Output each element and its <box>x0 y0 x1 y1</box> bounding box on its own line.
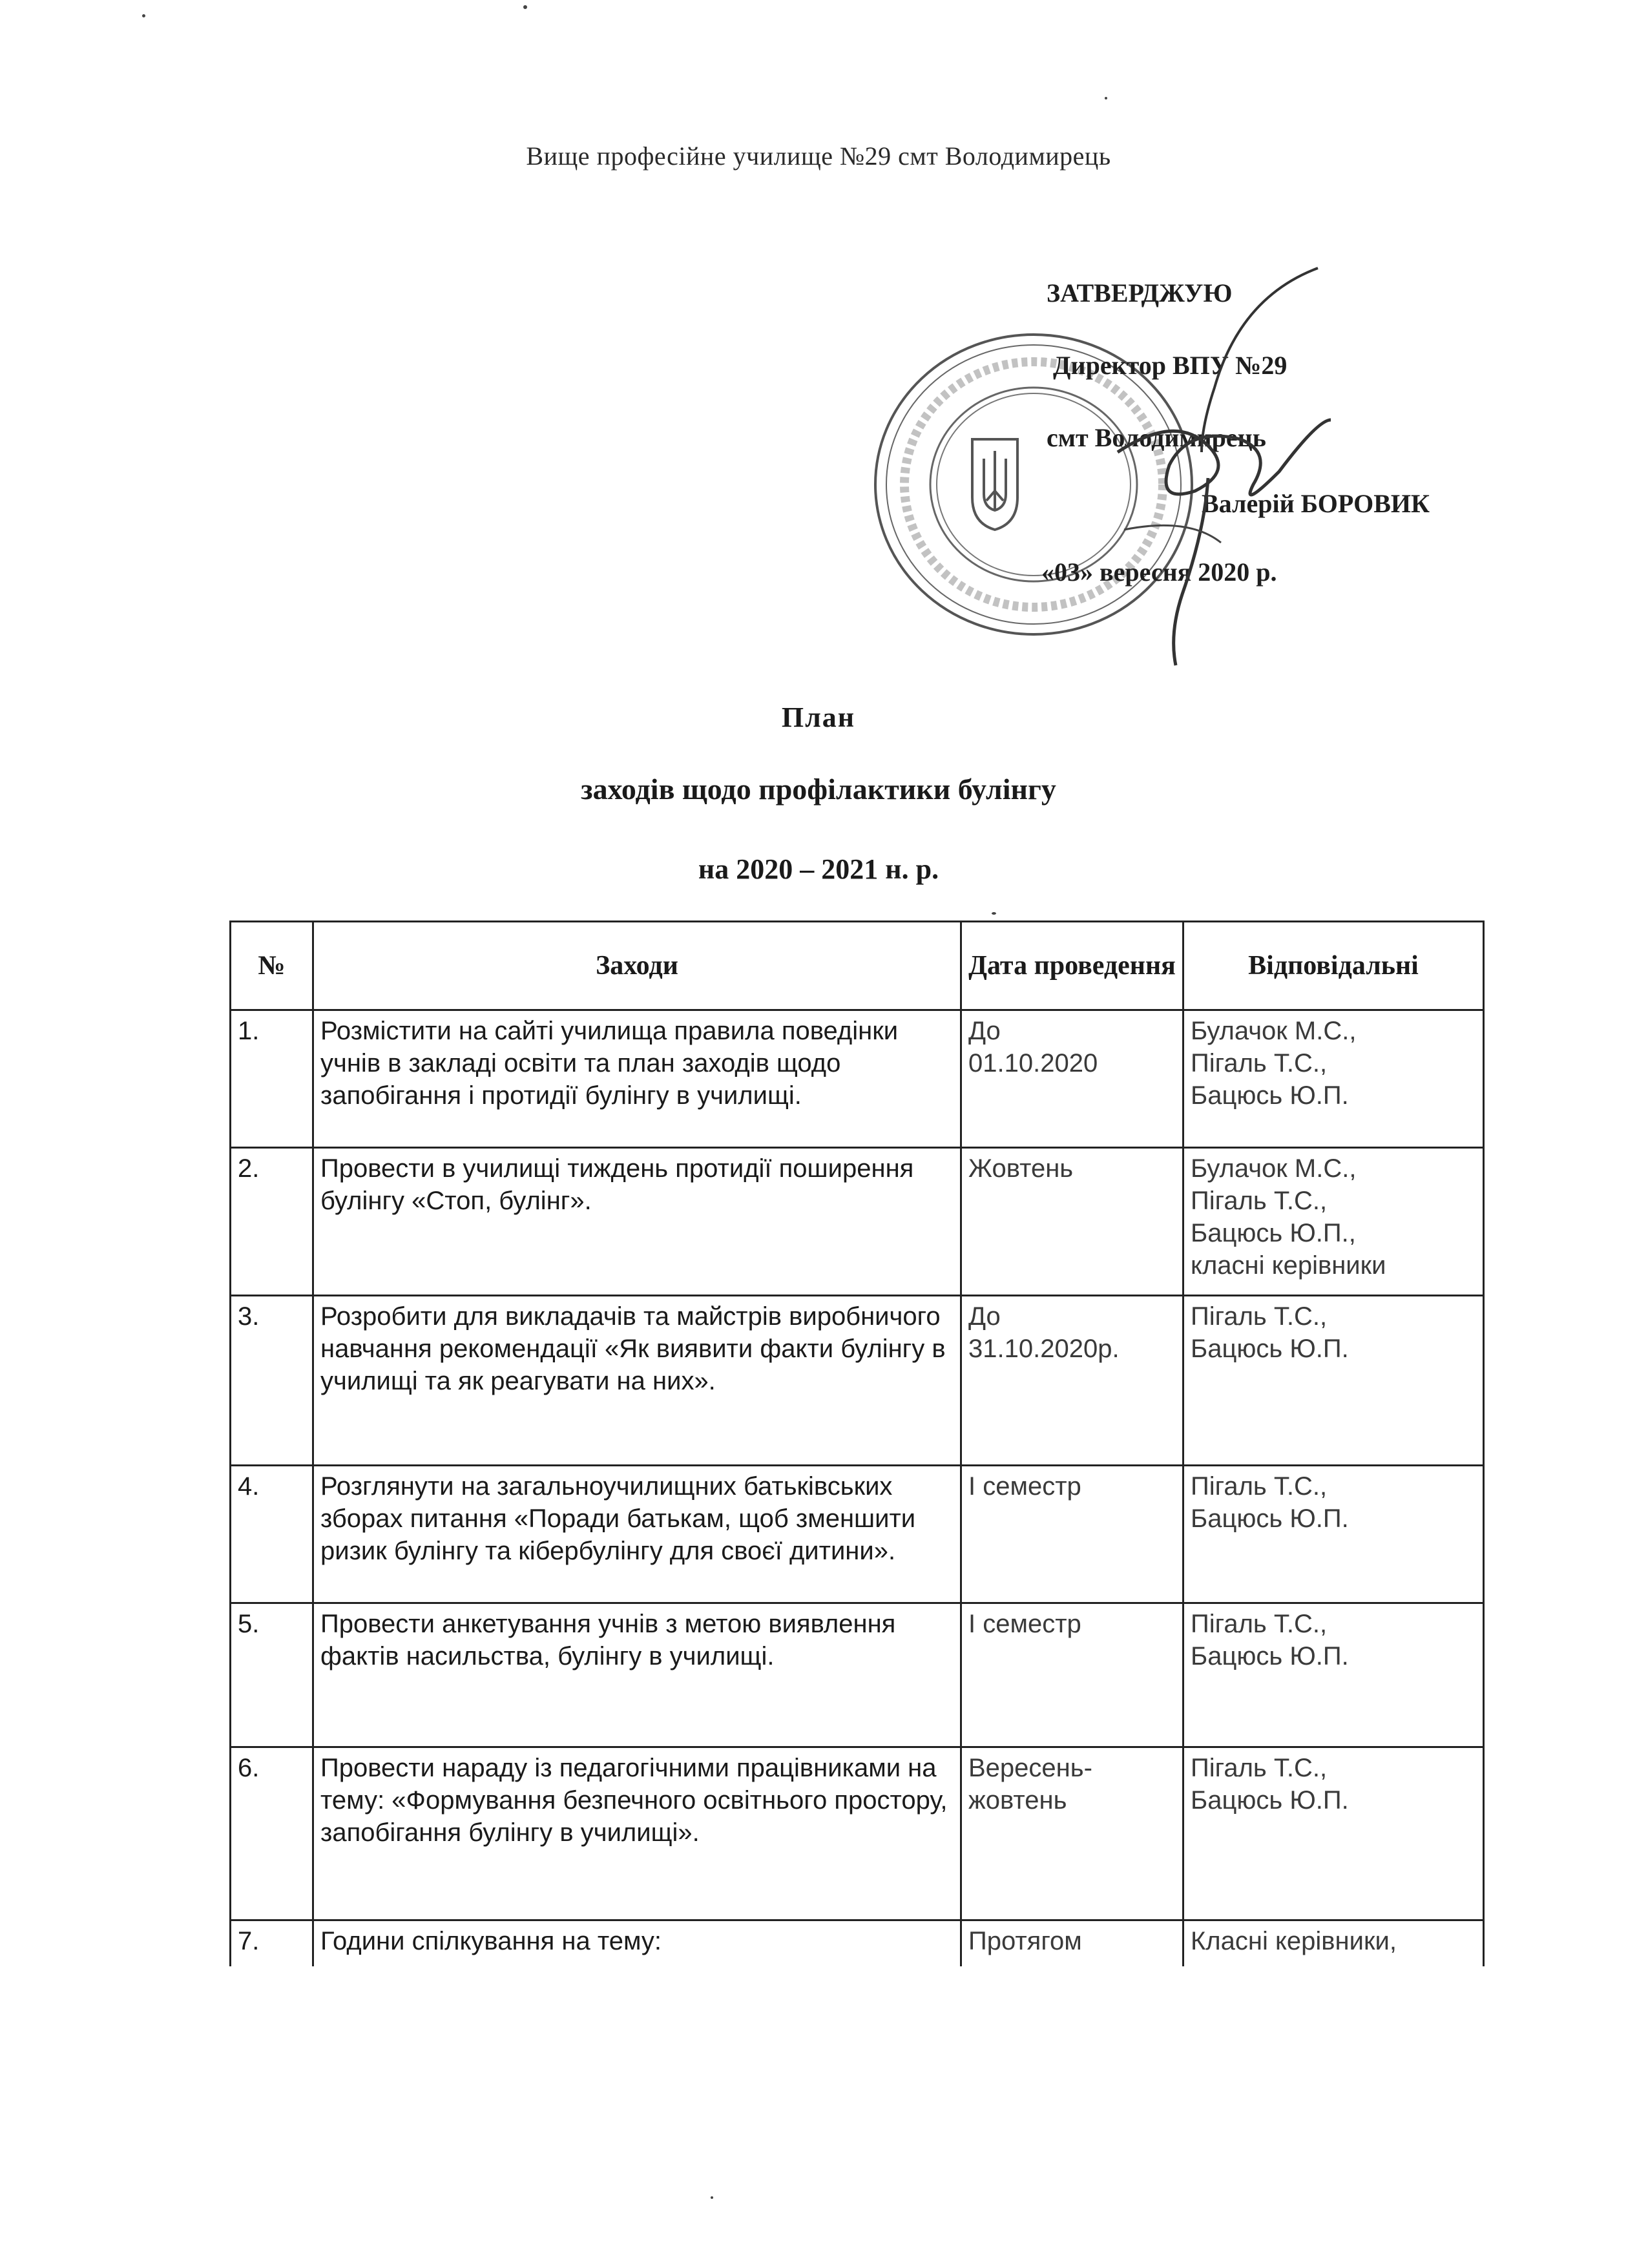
row-number: 6. <box>231 1747 313 1920</box>
scan-speck <box>523 5 527 9</box>
table-row <box>231 1010 1484 1148</box>
document-subtitle: заходів щодо профілактики булінгу <box>581 773 1056 806</box>
row-responsible: Класні керівники, <box>1183 1920 1484 1967</box>
row-measure: Провести анкетування учнів з метою виявлення фактів насильства, булінгу в училищі. <box>313 1603 961 1747</box>
approval-heading: ЗАТВЕРДЖУЮ <box>1047 278 1233 307</box>
approval-date: «03» вересня 2020 р. <box>1041 557 1277 587</box>
header-num: № <box>231 922 313 1010</box>
scan-speck <box>711 2196 713 2199</box>
institution-name: Вище професійне училище №29 смт Володимирець <box>526 141 1111 171</box>
row-date: До 01.10.2020 <box>961 1010 1183 1148</box>
measures-table <box>229 921 1485 1966</box>
header-responsible: Відповідальні <box>1183 922 1484 1010</box>
row-date: Жовтень <box>961 1148 1183 1296</box>
row-responsible: Пігаль Т.С., Бацюсь Ю.П. <box>1183 1603 1484 1747</box>
row-number: 4. <box>231 1466 313 1603</box>
row-date: До 31.10.2020р. <box>961 1296 1183 1466</box>
coat-of-arms-icon <box>972 439 1017 530</box>
scan-speck <box>142 14 145 17</box>
scan-speck <box>992 912 996 915</box>
row-number: 1. <box>231 1010 313 1148</box>
row-responsible: Булачок М.С., Пігаль Т.С., Бацюсь Ю.П. <box>1183 1010 1484 1148</box>
approval-name: Валерій БОРОВИК <box>1202 489 1430 518</box>
row-number: 5. <box>231 1603 313 1747</box>
table-row <box>231 1296 1484 1466</box>
row-date: І семестр <box>961 1466 1183 1603</box>
row-measure: Розробити для викладачів та майстрів виробничого навчання рекомендації «Як виявити факти булінгу в училищі та як реагувати на них». <box>313 1296 961 1466</box>
row-date: Вересень- жовтень <box>961 1747 1183 1920</box>
row-measure: Провести в училищі тиждень протидії поширення булінгу «Стоп, булінг». <box>313 1148 961 1296</box>
table-row <box>231 1148 1484 1296</box>
approval-position: Директор ВПУ №29 <box>1053 351 1288 380</box>
row-date: Протягом <box>961 1920 1183 1967</box>
scan-speck <box>1105 97 1107 99</box>
header-date: Дата проведення <box>961 922 1183 1010</box>
row-number: 3. <box>231 1296 313 1466</box>
table-row <box>231 1466 1484 1603</box>
header-measures: Заходи <box>313 922 961 1010</box>
row-measure: Розглянути на загальноучилищних батьківських зборах питання «Поради батькам, щоб зменшити ризик булінгу та кібербулінгу для своєї дитини». <box>313 1466 961 1603</box>
row-measure: Провести нараду із педагогічними працівниками на тему: «Формування безпечного освітнього простору, запобігання булінгу в училищі». <box>313 1747 961 1920</box>
row-responsible: Пігаль Т.С., Бацюсь Ю.П. <box>1183 1296 1484 1466</box>
row-measure: Розмістити на сайті училища правила поведінки учнів в закладі освіти та план заходів щодо запобігання і протидії булінгу в училищі. <box>313 1010 961 1148</box>
row-responsible: Пігаль Т.С., Бацюсь Ю.П. <box>1183 1466 1484 1603</box>
table-row <box>231 1920 1484 1967</box>
table-row <box>231 1603 1484 1747</box>
table-header-row <box>231 922 1484 1010</box>
row-number: 7. <box>231 1920 313 1967</box>
row-responsible: Пігаль Т.С., Бацюсь Ю.П. <box>1183 1747 1484 1920</box>
document-title: План <box>781 702 856 733</box>
approval-place: смт Володимирець <box>1047 423 1266 452</box>
row-responsible: Булачок М.С., Пігаль Т.С., Бацюсь Ю.П., класні керівники <box>1183 1148 1484 1296</box>
handwritten-signature <box>1047 258 1382 672</box>
table-row <box>231 1747 1484 1920</box>
row-number: 2. <box>231 1148 313 1296</box>
academic-year: на 2020 – 2021 н. р. <box>698 853 939 885</box>
row-measure: Години спілкування на тему: <box>313 1920 961 1967</box>
row-date: І семестр <box>961 1603 1183 1747</box>
